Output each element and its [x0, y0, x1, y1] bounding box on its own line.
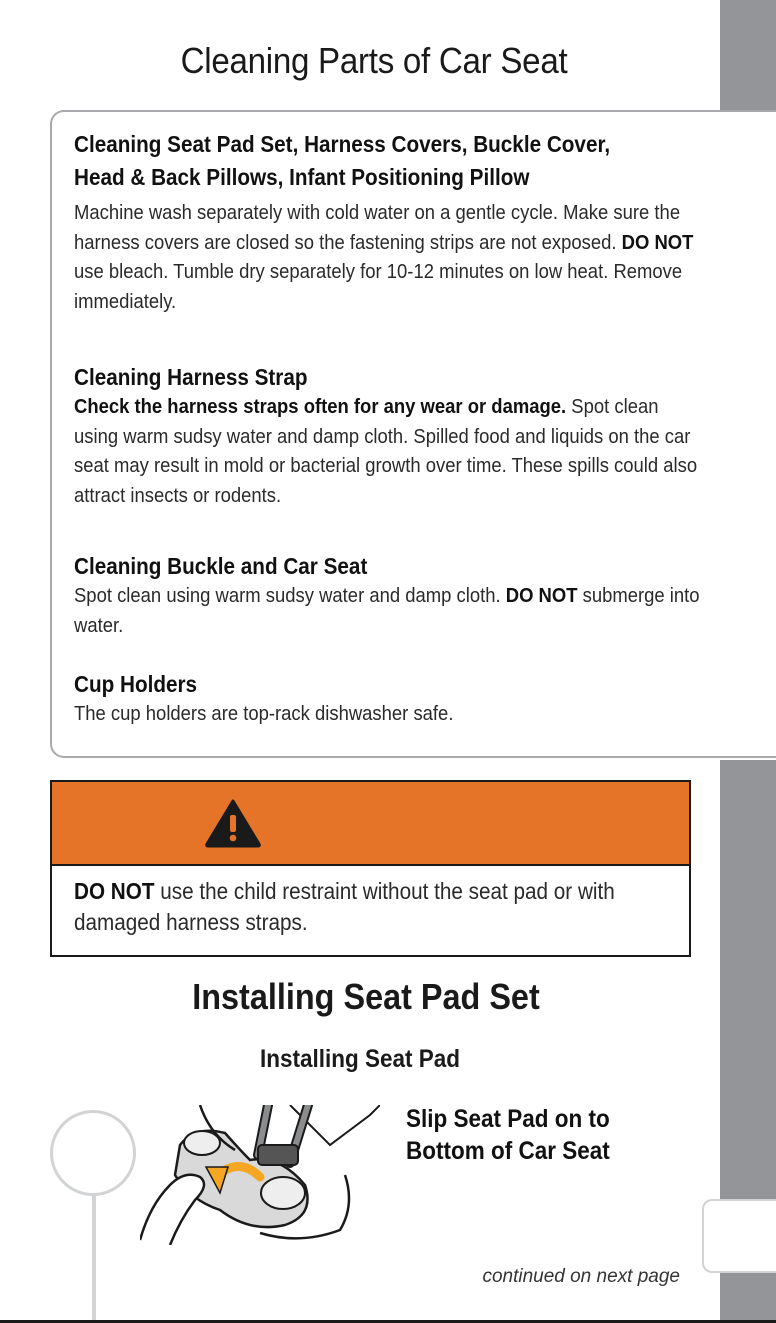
- section-body: The cup holders are top-rack dishwasher safe.: [74, 702, 454, 725]
- continued-note: continued on next page: [482, 1266, 680, 1287]
- do-not-emphasis: DO NOT: [505, 584, 578, 607]
- step-connector-line: [92, 1195, 96, 1323]
- install-subtitle: Installing Seat Pad: [259, 1045, 461, 1073]
- warning-triangle-icon: [204, 798, 262, 848]
- warning-text: [74, 876, 668, 938]
- body-text: submerge into water.: [74, 584, 700, 637]
- section-body: [74, 392, 704, 510]
- heading-line-2: Head & Back Pillows, Infant Positioning Pillow: [74, 164, 530, 190]
- section-heading: Cleaning Buckle and Car Seat: [74, 553, 368, 579]
- body-text: Machine wash separately with cold water on a gentle cycle. Make sure the harness covers are closed so the fastening strips are not exposed.: [74, 201, 681, 254]
- caption-line-2: Bottom of Car Seat: [406, 1137, 610, 1165]
- heading-line-1: Cleaning Seat Pad Set, Harness Covers, Buckle Cover,: [74, 131, 611, 157]
- section-heading: [74, 128, 650, 194]
- section-body: [74, 198, 704, 316]
- caption-line-1: Slip Seat Pad on to: [406, 1105, 610, 1133]
- section-cup-holders: [74, 668, 714, 729]
- harness-check-emphasis: Check the harness straps often for any wear or damage.: [74, 395, 567, 418]
- do-not-emphasis: DO NOT: [74, 878, 155, 904]
- body-text: Spot clean using warm sudsy water and damp cloth.: [74, 584, 506, 607]
- warning-box: [50, 780, 691, 957]
- warning-header: [52, 782, 689, 866]
- step-caption: [406, 1103, 676, 1167]
- page-title: Cleaning Parts of Car Seat: [180, 40, 568, 81]
- section-pad-set: [74, 128, 714, 316]
- section-body: [74, 581, 704, 640]
- body-text: use bleach. Tumble dry separately for 10-12 minutes on low heat. Remove immediately.: [74, 260, 683, 313]
- page-number-box: [702, 1199, 776, 1273]
- section-buckle: [74, 550, 714, 640]
- step-number-circle: [50, 1110, 136, 1196]
- seat-pad-install-illustration: [140, 1105, 380, 1245]
- body-text: Spot clean using warm sudsy water and damp cloth. Spilled food and liquids on the car seat may result in mold or bacterial growth over time. These spills could also attract insects or rodents.: [74, 395, 698, 507]
- do-not-emphasis: DO NOT: [621, 230, 694, 254]
- section-harness: [74, 361, 714, 510]
- warning-body: use the child restraint without the seat pad or with damaged harness straps.: [74, 878, 615, 935]
- install-title: Installing Seat Pad Set: [192, 976, 540, 1017]
- section-heading: Cup Holders: [74, 671, 198, 697]
- section-heading: Cleaning Harness Strap: [74, 364, 308, 390]
